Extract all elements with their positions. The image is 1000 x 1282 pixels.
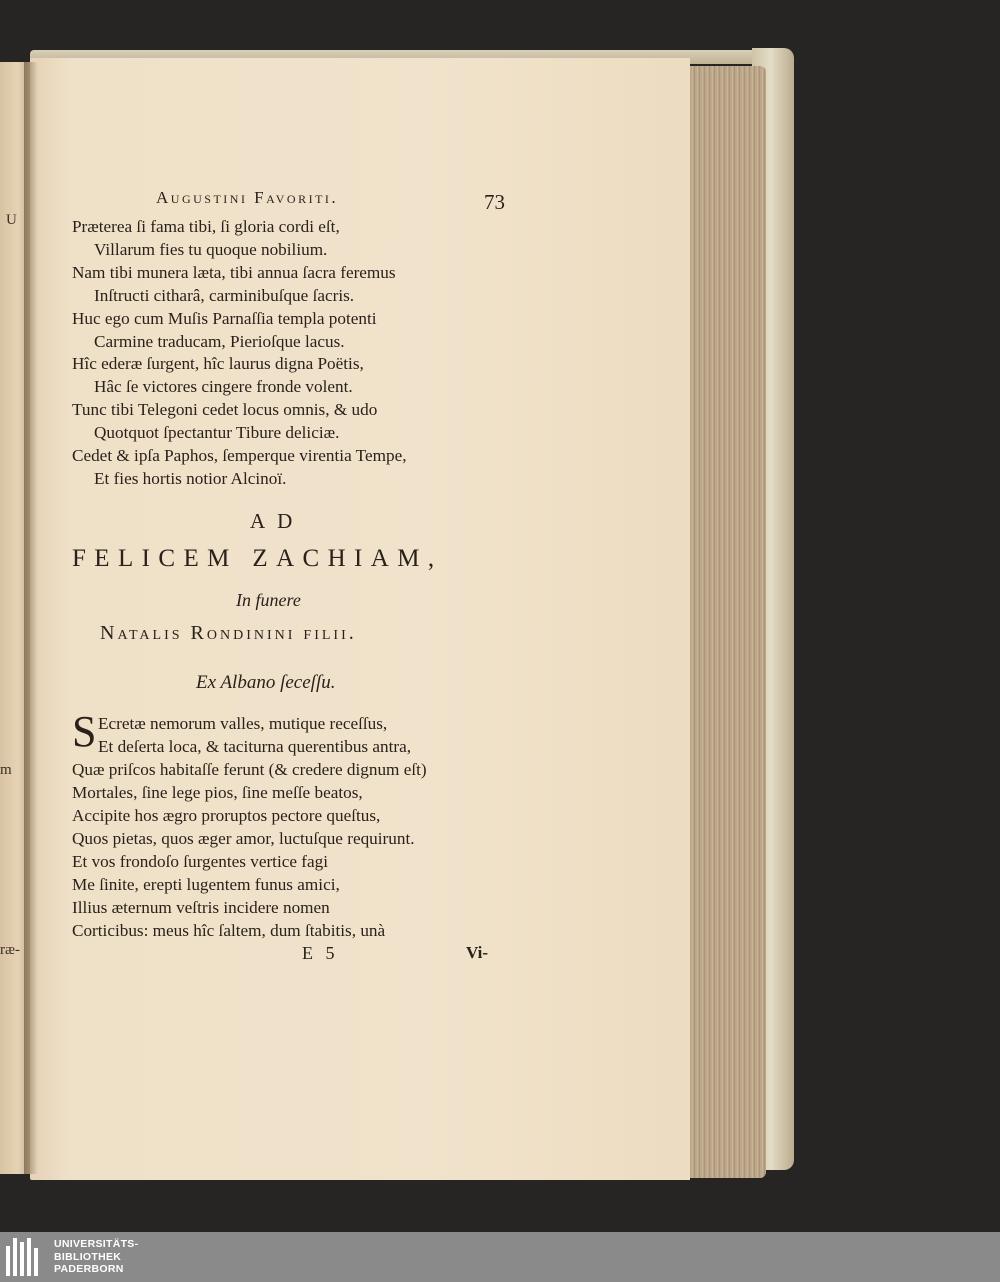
left-fragment-2: m <box>0 762 12 778</box>
verse-line: Villarum fies tu quoque nobilium. <box>94 239 328 259</box>
library-logo-icon <box>6 1238 44 1276</box>
verse-line: Hîc ederæ ſurgent, hîc laurus digna Poëtis, <box>72 354 364 374</box>
spine-shadow <box>24 62 38 1174</box>
verse-line: Nam tibi munera læta, tibi annua ſacra feremus <box>72 262 396 282</box>
signature-mark: E 5 <box>302 943 339 963</box>
heading-ad: AD <box>250 509 305 533</box>
heading-dedicatee: FELICEM ZACHIAM, <box>72 545 443 572</box>
poem-line: Mortales, ſine lege pios, ſine meſſe beatos, <box>72 783 363 802</box>
page-fore-edge <box>686 66 766 1178</box>
heading-in-funere: In funere <box>236 590 301 610</box>
poem-line: Et deſerta loca, & taciturna querentibus antra, <box>98 737 412 756</box>
verse-line: Quotquot ſpectantur Tibure deliciæ. <box>94 423 340 443</box>
poem-line: Quæ priſcos habitaſſe ferunt (& credere dignum eſt) <box>72 760 427 779</box>
verse-line: Carmine traducam, Pierioſque lacus. <box>94 331 345 351</box>
library-footer-bar <box>0 1232 1000 1282</box>
logo-line-1: UNIVERSITÄTS- <box>54 1238 139 1250</box>
verse-line: Et fies hortis notior Alcinoï. <box>94 468 287 488</box>
verse-line: Inſtructi citharâ, carminibuſque ſacris. <box>94 285 355 305</box>
left-fragment-3: ræ- <box>0 942 20 958</box>
poem-line: Ecretæ nemorum valles, mutique receſſus, <box>98 714 388 733</box>
verse-line: Cedet & ipſa Paphos, ſemperque virentia Tempe, <box>72 446 407 466</box>
left-fragment-1: U <box>6 212 17 228</box>
poem-line: Me ſinite, erepti lugentem funus amici, <box>72 875 340 894</box>
poem-line: Quos pietas, quos æger amor, luctuſque requirunt. <box>72 829 415 848</box>
poem-line: Illius æternum veſtris incidere nomen <box>72 898 330 917</box>
logo-line-2: BIBLIOTHEK <box>54 1250 122 1263</box>
library-logo-text <box>54 1238 138 1276</box>
running-head: Augustini Favoriti. <box>156 188 339 207</box>
page-number: 73 <box>484 190 505 214</box>
verse-line: Hâc ſe victores cingere fronde volent. <box>94 377 353 397</box>
heading-ex-albano: Ex Albano ſeceſſu. <box>196 672 336 693</box>
verse-line: Tunc tibi Telegoni cedet locus omnis, & udo <box>72 400 378 420</box>
drop-cap: S <box>72 707 97 756</box>
logo-line-3: PADERBORN <box>54 1263 124 1275</box>
verse-block-top <box>72 216 407 491</box>
catchword: Vi- <box>466 943 489 962</box>
verse-line: Huc ego cum Muſis Parnaſſia templa potenti <box>72 308 377 328</box>
poem-line: Corticibus: meus hîc ſaltem, dum ſtabitis, unà <box>72 921 386 940</box>
heading-natalis: Natalis Rondinini filii. <box>100 622 357 644</box>
poem-line: Et vos frondoſo ſurgentes vertice fagi <box>72 852 328 871</box>
poem-block <box>72 707 427 942</box>
verse-line: Præterea ſi fama tibi, ſi gloria cordi eſt, <box>72 217 340 236</box>
poem-line: Accipite hos ægro proruptos pectore queſtus, <box>72 806 381 825</box>
